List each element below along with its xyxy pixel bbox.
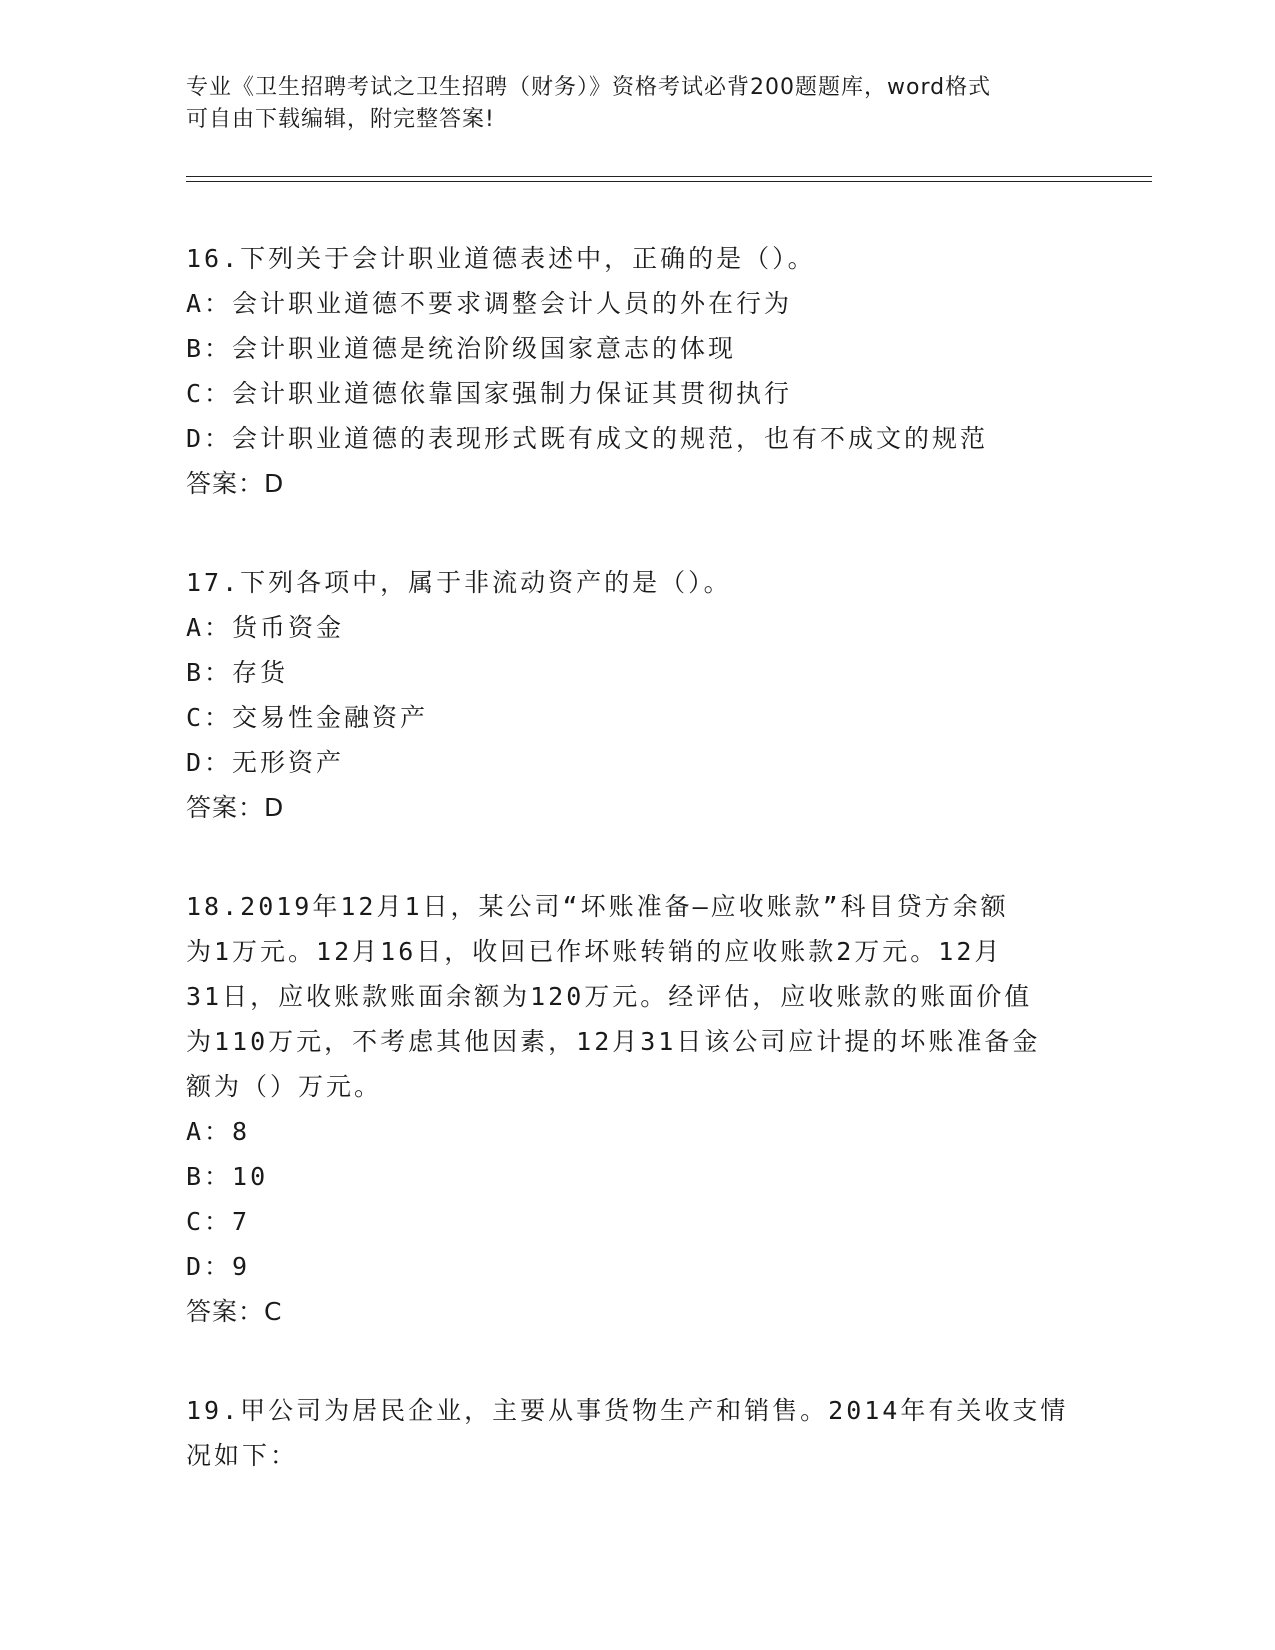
question-stem-line: 19.甲公司为居民企业，主要从事货物生产和销售。2014年有关收支情	[186, 1396, 1069, 1425]
header-divider-bottom	[186, 181, 1152, 182]
question-16	[186, 236, 1086, 506]
question-stem	[186, 560, 1086, 605]
option-c: C：交易性金融资产	[186, 703, 429, 732]
option-c: C：7	[186, 1207, 251, 1236]
option-d: D：9	[186, 1252, 251, 1281]
option-d: D：无形资产	[186, 748, 345, 777]
question-stem	[186, 1388, 1086, 1478]
question-stem-line: 况如下：	[186, 1441, 299, 1470]
question-stem-line: 16.下列关于会计职业道德表述中，正确的是（）。	[186, 244, 816, 273]
question-stem-line: 31日，应收账款账面余额为120万元。经评估，应收账款的账面价值	[186, 982, 1033, 1011]
option-b: B：10	[186, 1162, 269, 1191]
document-header	[186, 72, 1086, 136]
header-title-line-1: 专业《卫生招聘考试之卫生招聘（财务）》资格考试必背200题题库，word格式	[186, 75, 992, 100]
question-17	[186, 560, 1086, 830]
question-18	[186, 884, 1086, 1334]
answer-line: 答案：D	[186, 469, 285, 498]
question-stem-line: 额为（）万元。	[186, 1072, 383, 1101]
question-stem	[186, 236, 1086, 281]
answer-line: 答案：D	[186, 793, 285, 822]
option-c: C：会计职业道德依靠国家强制力保证其贯彻执行	[186, 379, 793, 408]
option-a: A：8	[186, 1117, 251, 1146]
header-title-line-2: 可自由下载编辑，附完整答案!	[186, 107, 495, 132]
question-19	[186, 1388, 1086, 1478]
option-a: A：会计职业道德不要求调整会计人员的外在行为	[186, 289, 793, 318]
question-stem-line: 为110万元，不考虑其他因素，12月31日该公司应计提的坏账准备金	[186, 1027, 1041, 1056]
question-stem-line: 17.下列各项中，属于非流动资产的是（）。	[186, 568, 732, 597]
question-stem-line: 18.2019年12月1日，某公司“坏账准备—应收账款”科目贷方余额	[186, 892, 1009, 921]
question-stem	[186, 884, 1086, 1109]
option-d: D：会计职业道德的表现形式既有成文的规范，也有不成文的规范	[186, 424, 989, 453]
option-a: A：货币资金	[186, 613, 345, 642]
header-divider-top	[186, 176, 1152, 177]
answer-line: 答案：C	[186, 1297, 283, 1326]
question-list	[186, 236, 1086, 1532]
option-b: B：存货	[186, 658, 289, 687]
question-stem-line: 为1万元。12月16日，收回已作坏账转销的应收账款2万元。12月	[186, 937, 1003, 966]
option-b: B：会计职业道德是统治阶级国家意志的体现	[186, 334, 737, 363]
